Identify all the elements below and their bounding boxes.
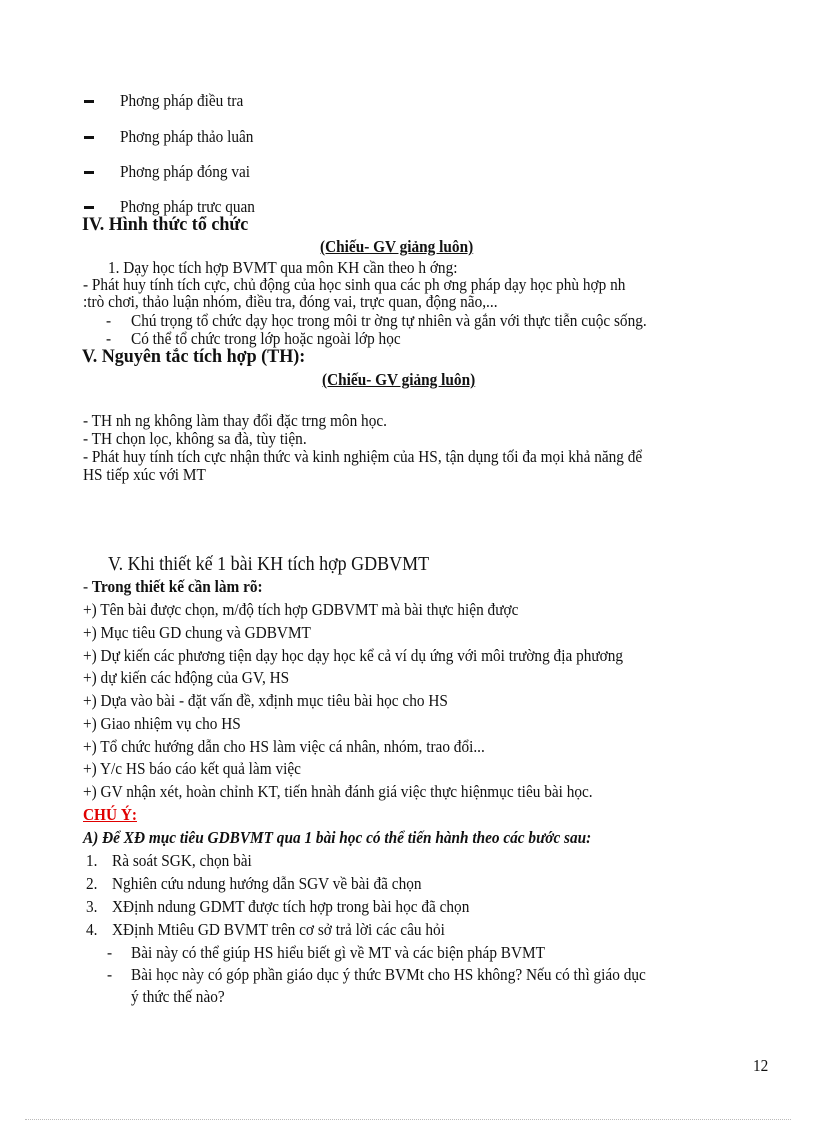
plan-item: +) Y/c HS báo cáo kết quả làm việc: [83, 759, 301, 778]
step-number: 1.: [86, 851, 98, 870]
section-heading: IV. Hình thức tổ chức: [82, 214, 249, 235]
page-bottom-divider: [25, 1119, 791, 1120]
sub-dash: -: [106, 311, 112, 330]
section-heading: V. Nguyên tắc tích hợp (TH):: [82, 346, 306, 367]
method-item: Phơng pháp đóng vai: [120, 162, 251, 181]
note-label: CHÚ Ý:: [83, 805, 137, 824]
step-text: XĐịnh ndung GDMT được tích hợp trong bài học đã chọn: [112, 897, 470, 916]
note-heading: A) Để XĐ mục tiêu GDBVMT qua 1 bài học có thể tiến hành theo các bước sau:: [83, 828, 592, 847]
step-text: Nghiên cứu ndung hướng dẫn SGV về bài đã chọn: [112, 874, 422, 893]
sub-item: Bài học này có góp phần giáo dục ý thức BVMt cho HS không? Nếu có thì giáo dục: [131, 965, 646, 984]
sub-item-continued: ý thức thế nào?: [131, 987, 225, 1006]
method-item: Phơng pháp thảo luân: [120, 127, 254, 146]
method-item: Phơng pháp trưc quan: [120, 197, 255, 216]
page-number: 12: [753, 1056, 769, 1075]
paragraph-line: - Phát huy tính tích cực, chủ động của học sinh qua các ph ơng pháp dạy học phù hợp nh: [83, 275, 626, 294]
step-text: Rà soát SGK, chọn bài: [112, 851, 252, 870]
bullet-dash: [84, 206, 94, 209]
step-number: 3.: [86, 897, 98, 916]
paragraph-line: :trò chơi, thảo luận nhóm, điều tra, đóng vai, trực quan, động não,...: [83, 292, 498, 311]
plan-item: +) Mục tiêu GD chung và GDBVMT: [83, 623, 311, 642]
step-text: XĐịnh Mtiêu GD BVMT trên cơ sở trả lời các câu hỏi: [112, 920, 445, 939]
step-number: 2.: [86, 874, 98, 893]
intro-text: Trong thiết kế cần làm rõ:: [91, 577, 263, 596]
plan-item: +) dự kiến các hđộng của GV, HS: [83, 668, 290, 687]
sub-item: Chú trọng tổ chức dạy học trong môi tr ờng tự nhiên và gắn với thực tiễn cuộc sống.: [131, 311, 647, 330]
plan-item: +) Dựa vào bài - đặt vấn đề, xđịnh mục tiêu bài học cho HS: [83, 691, 448, 710]
sub-item: Có thể tổ chức trong lớp hoặc ngoài lớp học: [131, 329, 401, 348]
plan-item: +) GV nhận xét, hoàn chỉnh KT, tiến hnàh đánh giá việc thực hiệnmục tiêu bài học.: [83, 782, 593, 801]
sub-dash: -: [106, 329, 112, 348]
paragraph-line: HS tiếp xúc với MT: [83, 465, 206, 484]
paragraph-line: - Phát huy tính tích cực nhận thức và kinh nghiệm của HS, tận dụng tối đa mọi khả năng để: [83, 447, 643, 466]
plan-item: +) Dự kiến các phương tiện dạy học dạy học kể cả ví dụ ứng với môi trường địa phương: [83, 646, 624, 665]
sub-dash: -: [107, 965, 113, 984]
paragraph-line: - TH nh ng không làm thay đổi đặc trng môn học.: [83, 411, 387, 430]
sub-dash: -: [107, 943, 113, 962]
sub-item: Bài này có thể giúp HS hiểu biết gì về MT và các biện pháp BVMT: [131, 943, 546, 962]
method-item: Phơng pháp điều tra: [120, 91, 244, 110]
step-number: 4.: [86, 920, 98, 939]
numbered-item: 1. Dạy học tích hợp BVMT qua môn KH cần theo h ớng:: [108, 258, 458, 277]
plan-item: +) Giao nhiệm vụ cho HS: [83, 714, 241, 733]
section-note: (Chiếu- GV giảng luôn): [320, 237, 474, 256]
intro-line: [83, 578, 263, 596]
bullet-dash: [84, 171, 94, 174]
section-heading: V. Khi thiết kế 1 bài KH tích hợp GDBVMT: [108, 553, 430, 575]
intro-dash: -: [83, 577, 89, 596]
paragraph-line: - TH chọn lọc, không sa đà, tùy tiện.: [83, 429, 307, 448]
plan-item: +) Tên bài được chọn, m/độ tích hợp GDBVMT mà bài thực hiện được: [83, 600, 519, 619]
bullet-dash: [84, 136, 94, 139]
section-note: (Chiếu- GV giảng luôn): [322, 370, 476, 389]
bullet-dash: [84, 100, 94, 103]
plan-item: +) Tổ chức hướng dẫn cho HS làm việc cá nhân, nhóm, trao đổi...: [83, 737, 485, 756]
